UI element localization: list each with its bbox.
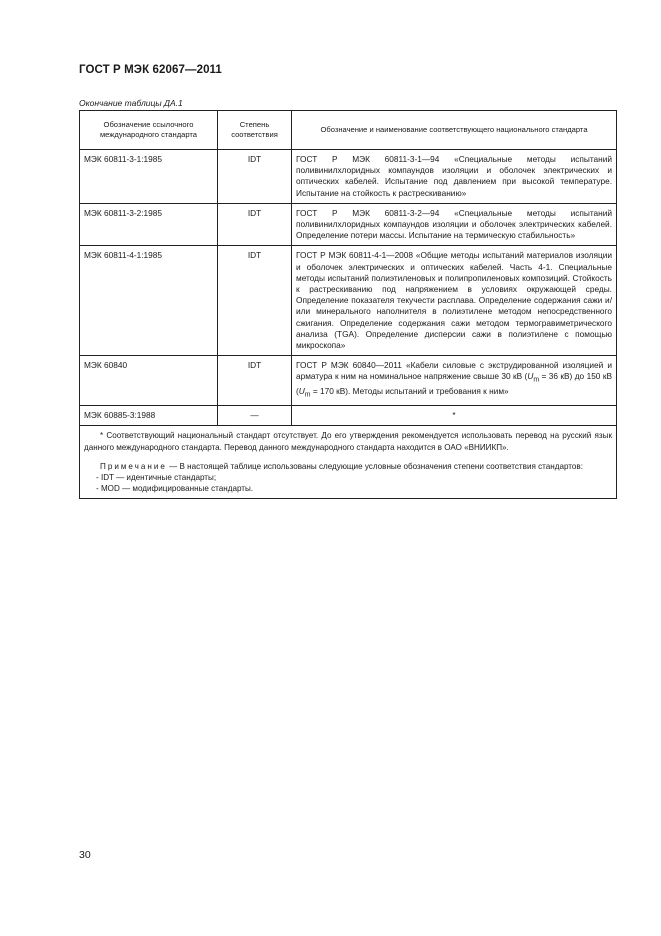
national-text-part: = 36 кВ) до 150 кВ ( (296, 371, 612, 397)
degree-cell: — (218, 406, 292, 426)
table-header-row (80, 111, 617, 150)
voltage-subscript: m (533, 377, 540, 385)
table-row (80, 406, 617, 426)
notes-cell (80, 426, 617, 499)
table-row (80, 356, 617, 406)
voltage-symbol: U (298, 386, 305, 397)
reference-standard-cell: МЭК 60811-3-1:1985 (80, 150, 218, 204)
voltage-symbol: U (527, 371, 534, 382)
note-item: - IDT — идентичные стандарты; (96, 472, 217, 482)
document-header: ГОСТ Р МЭК 62067—2011 (79, 64, 222, 76)
national-text-part: ГОСТ Р МЭК 60840—2011 «Кабели силовые с экструдированной изоляцией и арматура к ним на номинальное напряжение свыше 30 кВ ( (296, 360, 612, 382)
reference-standard-cell: МЭК 60811-4-1:1985 (80, 246, 218, 356)
degree-cell: IDT (218, 150, 292, 204)
page-number: 30 (79, 849, 91, 861)
table-caption: Окончание таблицы ДА.1 (79, 98, 183, 108)
note-label: Примечание (100, 461, 167, 471)
note-item: - MOD — модифицированные стандарты. (96, 484, 254, 494)
reference-standard-cell: МЭК 60885-3:1988 (80, 406, 218, 426)
degree-cell: IDT (218, 203, 292, 246)
national-standard-cell (292, 356, 617, 406)
table-row (80, 246, 617, 356)
reference-standard-cell: МЭК 60840 (80, 356, 218, 406)
note (84, 461, 612, 472)
national-standard-cell: * (292, 406, 617, 426)
degree-cell: IDT (218, 356, 292, 406)
national-standard-cell: ГОСТ Р МЭК 60811-4-1—2008 «Общие методы испытаний материалов изоляции и оболочек электрических и оптических кабелей. Часть 4-1. Специальные методы испытаний полиэтиленовых и полипропиленовых композиций. Стойкость к растрескиванию под напряжением в условиях окружающей среды. Определение показателя текучести расплава. Определение содержания сажи и/или минерального наполнителя в полиэтилене методом непосредственного сжигания. Определение содержания сажи методом термогравиметрического анализа (TGA). Определение дисперсии сажи в полиэтилене с помощью микроскопа» (292, 246, 617, 356)
table-notes-row (80, 426, 617, 499)
footnote: * Соответствующий национальный стандарт отсутствует. До его утверждения рекомендуется использовать перевод на русский язык данного международного стандарта. Перевод данного международного стандарта находится в ОАО «ВНИИКП». (84, 431, 612, 452)
note-text: — В настоящей таблице использованы следующие условные обозначения степени соответствия стандартов: (166, 461, 583, 471)
national-standard-cell: ГОСТ Р МЭК 60811-3-1—94 «Специальные методы испытаний поливинилхлоридных компаундов изоляции и оболочек электрических и оптических кабелей. Испытание под давлением при высокой температуре. Испытание на стойкость к растрескиванию» (292, 150, 617, 204)
column-header-reference: Обозначение ссылочного международного стандарта (80, 111, 218, 150)
table-row (80, 203, 617, 246)
standards-table (79, 110, 617, 499)
national-text-part: = 170 кВ). Методы испытаний и требования к ним» (310, 386, 509, 397)
column-header-degree: Степень соответствия (218, 111, 292, 150)
standards-table-wrapper (79, 110, 616, 499)
reference-standard-cell: МЭК 60811-3-2:1985 (80, 203, 218, 246)
national-standard-cell: ГОСТ Р МЭК 60811-3-2—94 «Специальные методы испытаний поливинилхлоридных компаундов изоляции и оболочек электрических кабелей. Определение потери массы. Испытание на термическую стабильность» (292, 203, 617, 246)
degree-cell: IDT (218, 246, 292, 356)
voltage-subscript: m (304, 391, 311, 399)
table-row (80, 150, 617, 204)
column-header-national: Обозначение и наименование соответствующего национального стандарта (292, 111, 617, 150)
